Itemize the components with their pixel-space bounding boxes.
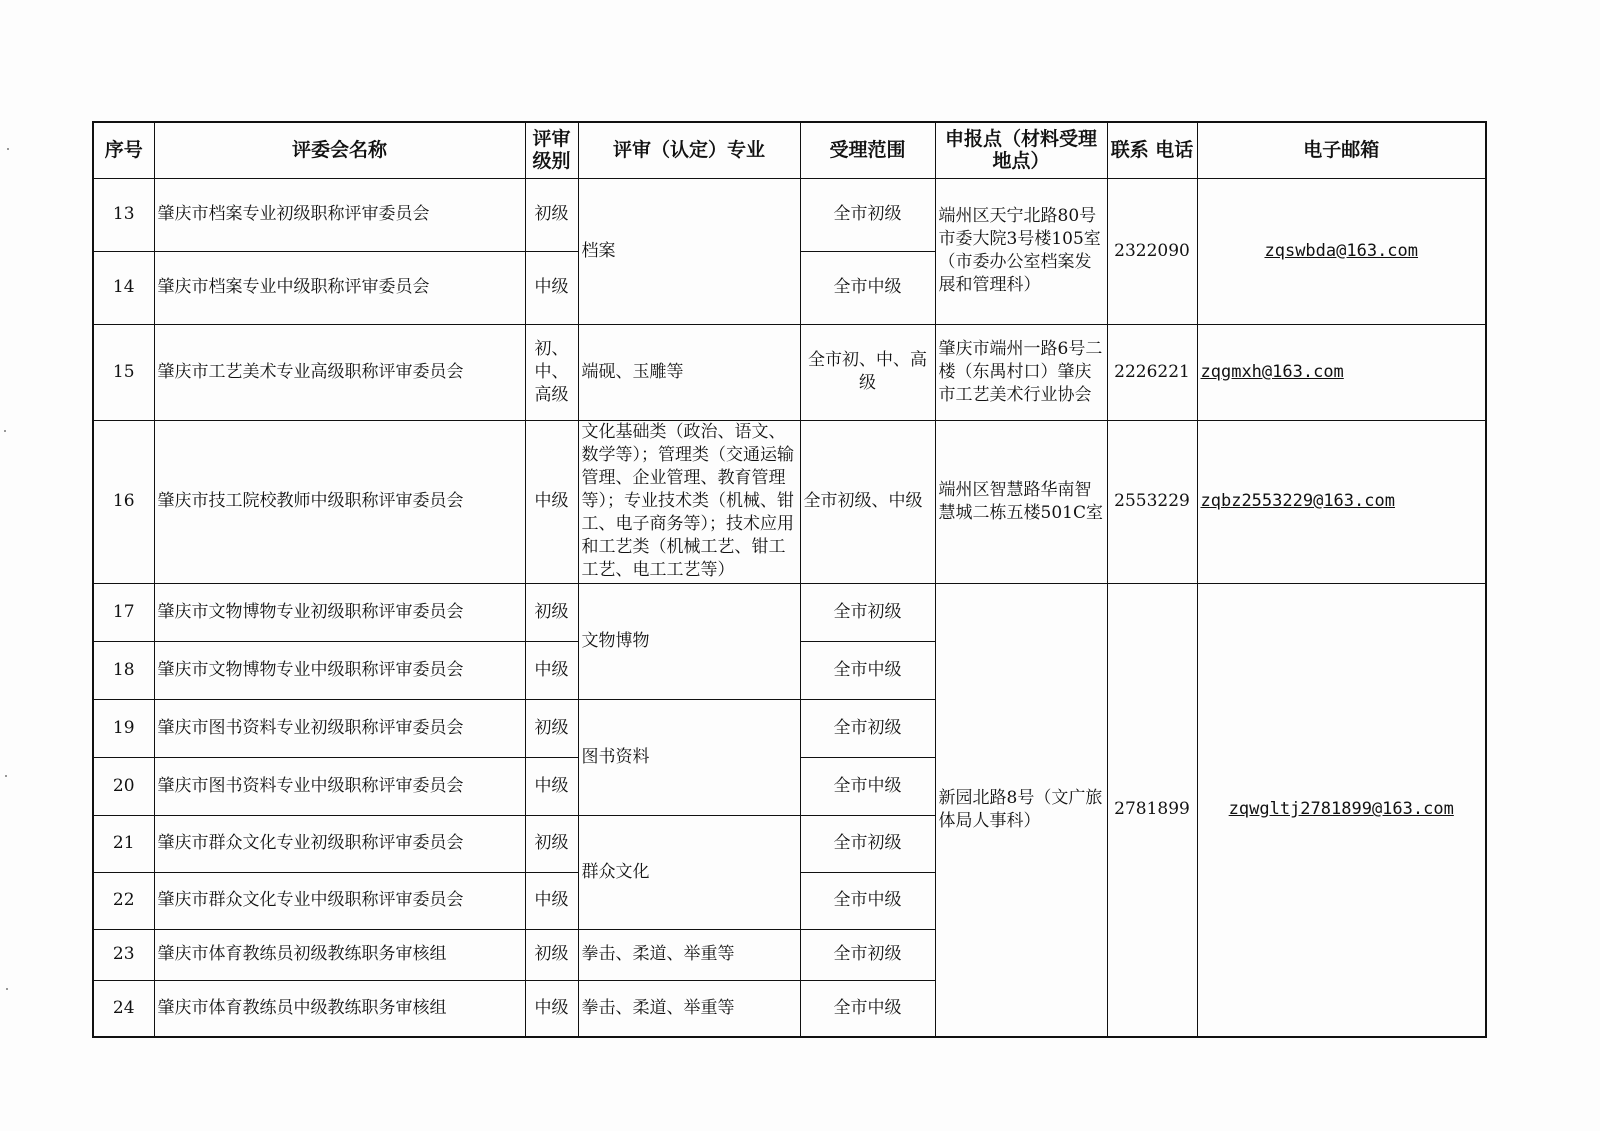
row-email [1197, 583, 1486, 1037]
header-major: 评审（认定）专业 [578, 122, 800, 178]
header-email: 电子邮箱 [1197, 122, 1486, 178]
header-phone: 联系 电话 [1107, 122, 1197, 178]
row-level: 中级 [525, 641, 578, 699]
row-no: 18 [93, 641, 154, 699]
scan-speck [7, 148, 9, 150]
row-phone: 2781899 [1107, 583, 1197, 1037]
row-level: 初级 [525, 815, 578, 872]
row-level: 中级 [525, 980, 578, 1037]
row-level: 中级 [525, 872, 578, 929]
scan-speck [5, 775, 7, 777]
row-scope: 全市初级 [800, 583, 935, 641]
row-place: 端州区智慧路华南智慧城二栋五楼501C室 [935, 420, 1107, 583]
table-row [93, 178, 1486, 251]
table-row [93, 420, 1486, 583]
email-link[interactable]: zqgmxh@163.com [1200, 361, 1344, 382]
row-name: 肇庆市工艺美术专业高级职称评审委员会 [154, 324, 525, 420]
row-name: 肇庆市图书资料专业初级职称评审委员会 [154, 699, 525, 757]
row-no: 13 [93, 178, 154, 251]
row-level: 初级 [525, 929, 578, 980]
row-phone: 2322090 [1107, 178, 1197, 324]
scan-speck [6, 988, 8, 990]
row-no: 15 [93, 324, 154, 420]
row-scope: 全市中级 [800, 872, 935, 929]
header-place: 申报点（材料受理地点） [935, 122, 1107, 178]
row-no: 19 [93, 699, 154, 757]
row-level: 初级 [525, 178, 578, 251]
row-place: 新园北路8号（文广旅体局人事科） [935, 583, 1107, 1037]
row-no: 20 [93, 757, 154, 815]
row-scope: 全市初级 [800, 929, 935, 980]
row-scope: 全市初级 [800, 178, 935, 251]
evaluation-committee-table [92, 121, 1487, 1038]
row-major: 文化基础类（政治、语文、数学等）；管理类（交通运输管理、企业管理、教育管理等）；专业技术类（机械、钳工、电子商务等）；技术应用和工艺类（机械工艺、钳工工艺、电工工艺等） [578, 420, 800, 583]
row-name: 肇庆市档案专业中级职称评审委员会 [154, 251, 525, 324]
row-no: 23 [93, 929, 154, 980]
row-level: 初级 [525, 583, 578, 641]
row-name: 肇庆市群众文化专业初级职称评审委员会 [154, 815, 525, 872]
row-level: 中级 [525, 420, 578, 583]
row-name: 肇庆市技工院校教师中级职称评审委员会 [154, 420, 525, 583]
row-no: 17 [93, 583, 154, 641]
row-major: 端砚、玉雕等 [578, 324, 800, 420]
row-level: 中级 [525, 251, 578, 324]
table-row [93, 583, 1486, 641]
row-email [1197, 178, 1486, 324]
row-place: 端州区天宁北路80号市委大院3号楼105室（市委办公室档案发展和管理科） [935, 178, 1107, 324]
header-no: 序号 [93, 122, 154, 178]
row-major: 文物博物 [578, 583, 800, 699]
row-name: 肇庆市体育教练员中级教练职务审核组 [154, 980, 525, 1037]
row-no: 21 [93, 815, 154, 872]
row-no: 14 [93, 251, 154, 324]
row-major: 拳击、柔道、举重等 [578, 929, 800, 980]
row-scope: 全市初级 [800, 699, 935, 757]
row-scope: 全市中级 [800, 251, 935, 324]
row-phone: 2226221 [1107, 324, 1197, 420]
row-no: 22 [93, 872, 154, 929]
row-scope: 全市初、中、高级 [800, 324, 935, 420]
row-scope: 全市中级 [800, 980, 935, 1037]
row-name: 肇庆市档案专业初级职称评审委员会 [154, 178, 525, 251]
row-email [1197, 324, 1486, 420]
row-major: 档案 [578, 178, 800, 324]
row-place: 肇庆市端州一路6号二楼（东禺村口）肇庆市工艺美术行业协会 [935, 324, 1107, 420]
row-no: 16 [93, 420, 154, 583]
row-name: 肇庆市群众文化专业中级职称评审委员会 [154, 872, 525, 929]
scan-speck [4, 430, 6, 432]
header-scope: 受理范围 [800, 122, 935, 178]
row-level: 中级 [525, 757, 578, 815]
header-name: 评委会名称 [154, 122, 525, 178]
row-scope: 全市中级 [800, 757, 935, 815]
row-name: 肇庆市文物博物专业中级职称评审委员会 [154, 641, 525, 699]
row-level: 初级 [525, 699, 578, 757]
row-name: 肇庆市文物博物专业初级职称评审委员会 [154, 583, 525, 641]
row-major: 群众文化 [578, 815, 800, 929]
email-link[interactable]: zqwgltj2781899@163.com [1228, 799, 1454, 820]
row-level: 初、中、高级 [525, 324, 578, 420]
row-scope: 全市中级 [800, 641, 935, 699]
row-scope: 全市初级、中级 [800, 420, 935, 583]
row-no: 24 [93, 980, 154, 1037]
table-header-row [93, 122, 1486, 178]
email-link[interactable]: zqbz2553229@163.com [1200, 491, 1395, 511]
row-major: 图书资料 [578, 699, 800, 815]
row-scope: 全市初级 [800, 815, 935, 872]
row-phone: 2553229 [1107, 420, 1197, 583]
header-level: 评审级别 [525, 122, 578, 178]
row-name: 肇庆市图书资料专业中级职称评审委员会 [154, 757, 525, 815]
row-major: 拳击、柔道、举重等 [578, 980, 800, 1037]
row-name: 肇庆市体育教练员初级教练职务审核组 [154, 929, 525, 980]
row-email [1197, 420, 1486, 583]
email-link[interactable]: zqswbda@163.com [1264, 240, 1419, 261]
table-row [93, 324, 1486, 420]
